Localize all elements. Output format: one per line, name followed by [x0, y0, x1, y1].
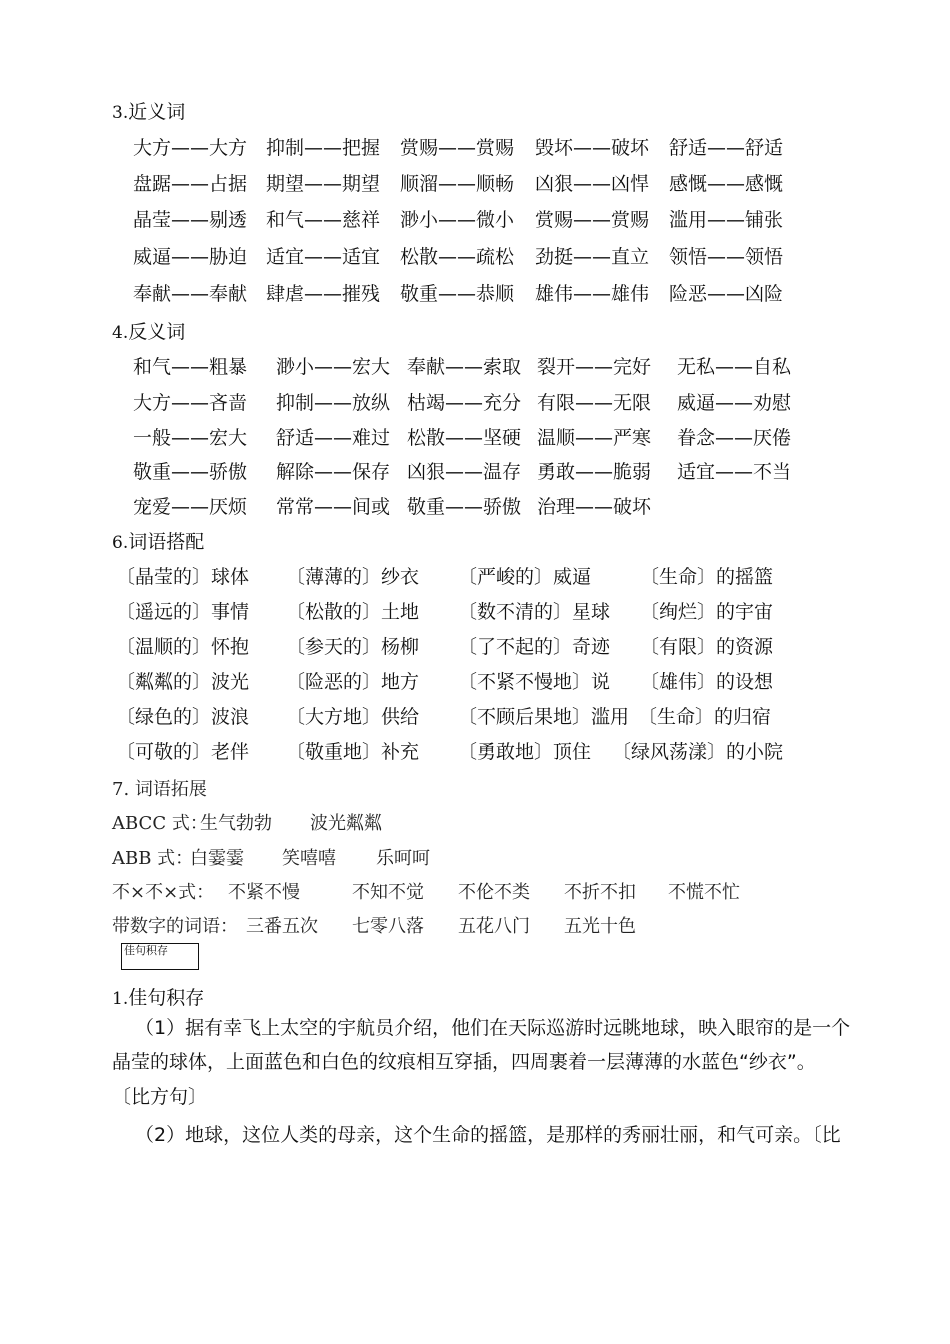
- section-number: 3.: [112, 103, 129, 123]
- word-pair: 〔松散的〕土地: [286, 601, 420, 623]
- word-pair: 解除——保存: [276, 461, 391, 483]
- word-pair: 赏赐——赏赐: [400, 137, 515, 159]
- word-pair: 奉献——索取: [407, 356, 522, 378]
- word-pair: 〔敬重地〕补充: [286, 741, 420, 763]
- expansion-item: 笑嘻嘻: [282, 848, 336, 869]
- word-pair: 松散——疏松: [400, 246, 515, 268]
- word-pair: 〔生命〕的摇篮: [640, 566, 774, 588]
- word-pair: 适宜——适宜: [266, 246, 381, 268]
- word-pair: 〔险恶的〕地方: [286, 671, 420, 693]
- section-7-heading: 7. 词语拓展: [112, 779, 207, 800]
- word-pair: 治理——破坏: [537, 496, 652, 518]
- word-pair: 〔晶莹的〕球体: [116, 566, 250, 588]
- word-pair: 〔可敬的〕老伴: [116, 741, 250, 763]
- expansion-label: ABB 式：: [112, 848, 194, 869]
- word-pair: 无私——自私: [677, 356, 792, 378]
- word-pair: 毁坏——破坏: [535, 137, 650, 159]
- word-pair: 抑制——把握: [266, 137, 381, 159]
- expansion-item: 七零八落: [352, 916, 424, 937]
- word-pair: 〔绿风荡漾〕的小院: [612, 741, 784, 763]
- word-pair: 〔勇敢地〕顶住: [458, 741, 592, 763]
- word-pair: 〔不紧不慢地〕说: [458, 671, 611, 693]
- word-pair: 和气——粗暴: [133, 356, 248, 378]
- section-6-heading: [112, 527, 204, 554]
- section-1-heading: [112, 983, 204, 1010]
- word-pair: 渺小——宏大: [276, 356, 391, 378]
- expansion-item: 不知不觉: [352, 882, 424, 903]
- expansion-label: 带数字的词语：: [112, 916, 238, 937]
- section-title: 反义词: [128, 321, 186, 343]
- expansion-item: 波光粼粼: [310, 813, 382, 834]
- word-pair: 〔雄伟〕的设想: [640, 671, 774, 693]
- word-pair: 劲挺——直立: [535, 246, 650, 268]
- word-pair: 威逼——劝慰: [677, 392, 792, 414]
- word-pair: 宠爱——厌烦: [133, 496, 248, 518]
- word-pair: 〔绚烂〕的宇宙: [640, 601, 774, 623]
- word-pair: 威逼——胁迫: [133, 246, 248, 268]
- section-title: 佳句积存: [128, 987, 205, 1009]
- expansion-item: 不伦不类: [458, 882, 530, 903]
- word-pair: 温顺——严寒: [537, 427, 652, 449]
- section-number: 1.: [112, 989, 129, 1009]
- section-title: 词语搭配: [128, 531, 205, 553]
- expansion-label: 不×不×式：: [112, 882, 215, 903]
- sentence-paragraph-2: （2）地球，这位人类的母亲，这个生命的摇篮，是那样的秀丽壮丽，和气可亲。〔比: [135, 1124, 841, 1146]
- expansion-item: 五光十色: [564, 916, 636, 937]
- word-pair: 大方——大方: [133, 137, 248, 159]
- word-pair: 〔温顺的〕怀抱: [116, 636, 250, 658]
- word-pair: 敬重——恭顺: [400, 283, 515, 305]
- word-pair: 奉献——奉献: [133, 283, 248, 305]
- word-pair: 险恶——凶险: [669, 283, 784, 305]
- section-4-heading: [112, 317, 185, 344]
- expansion-label: ABCC 式：: [112, 813, 208, 834]
- word-pair: 凶狠——温存: [407, 461, 522, 483]
- word-pair: 盘踞——占据: [133, 173, 248, 195]
- word-pair: 〔大方地〕供给: [286, 706, 420, 728]
- word-pair: 适宜——不当: [677, 461, 792, 483]
- expansion-item: 不紧不慢: [228, 882, 300, 903]
- word-pair: 枯竭——充分: [407, 392, 522, 414]
- word-pair: 期望——期望: [266, 173, 381, 195]
- word-pair: 〔不顾后果地〕滥用: [458, 706, 630, 728]
- word-pair: 舒适——舒适: [669, 137, 784, 159]
- word-pair: 敬重——骄傲: [407, 496, 522, 518]
- word-pair: 敬重——骄傲: [133, 461, 248, 483]
- word-pair: 〔薄薄的〕纱衣: [286, 566, 420, 588]
- word-pair: 一般——宏大: [133, 427, 248, 449]
- word-pair: 〔数不清的〕星球: [458, 601, 611, 623]
- boxed-label: 佳句积存: [121, 943, 199, 970]
- word-pair: 松散——坚硬: [407, 427, 522, 449]
- sentence-paragraph-1: （1）据有幸飞上太空的宇航员介绍，他们在天际巡游时远眺地球，映入眼帘的是一个晶莹的球体，上面蓝色和白色的纹痕相互穿插，四周裹着一层薄薄的水蓝色“纱衣”。: [112, 1017, 851, 1073]
- section-number: 4.: [112, 323, 129, 343]
- sentence-tag: 〔比方句〕: [112, 1086, 208, 1108]
- word-pair: 常常——间或: [276, 496, 391, 518]
- word-pair: 感慨——感慨: [669, 173, 784, 195]
- word-pair: 顺溜——顺畅: [400, 173, 515, 195]
- word-pair: 勇敢——脆弱: [537, 461, 652, 483]
- expansion-item: 生气勃勃: [200, 813, 272, 834]
- word-pair: 裂开——完好: [537, 356, 652, 378]
- word-pair: 晶莹——剔透: [133, 209, 248, 231]
- word-pair: 有限——无限: [537, 392, 652, 414]
- word-pair: 〔有限〕的资源: [640, 636, 774, 658]
- word-pair: 领悟——领悟: [669, 246, 784, 268]
- word-pair: 赏赐——赏赐: [535, 209, 650, 231]
- word-pair: 舒适——难过: [276, 427, 391, 449]
- word-pair: 〔粼粼的〕波光: [116, 671, 250, 693]
- expansion-item: 不慌不忙: [668, 882, 740, 903]
- word-pair: 〔遥远的〕事情: [116, 601, 250, 623]
- word-pair: 〔参天的〕杨柳: [286, 636, 420, 658]
- word-pair: 〔了不起的〕奇迹: [458, 636, 611, 658]
- section-title: 近义词: [128, 101, 186, 123]
- word-pair: 渺小——微小: [400, 209, 515, 231]
- word-pair: 眷念——厌倦: [677, 427, 792, 449]
- word-pair: 〔严峻的〕威逼: [458, 566, 592, 588]
- expansion-item: 乐呵呵: [376, 848, 430, 869]
- word-pair: 〔生命〕的归宿: [638, 706, 772, 728]
- expansion-item: 白霎霎: [190, 848, 244, 869]
- expansion-item: 五花八门: [458, 916, 530, 937]
- word-pair: 〔绿色的〕波浪: [116, 706, 250, 728]
- expansion-item: 三番五次: [246, 916, 318, 937]
- section-3-heading: [112, 97, 185, 124]
- word-pair: 和气——慈祥: [266, 209, 381, 231]
- word-pair: 滥用——铺张: [669, 209, 784, 231]
- word-pair: 抑制——放纵: [276, 392, 391, 414]
- expansion-item: 不折不扣: [564, 882, 636, 903]
- word-pair: 凶狠——凶悍: [535, 173, 650, 195]
- word-pair: 大方——吝啬: [133, 392, 248, 414]
- word-pair: 肆虐——摧残: [266, 283, 381, 305]
- word-pair: 雄伟——雄伟: [535, 283, 650, 305]
- section-number: 6.: [112, 533, 129, 553]
